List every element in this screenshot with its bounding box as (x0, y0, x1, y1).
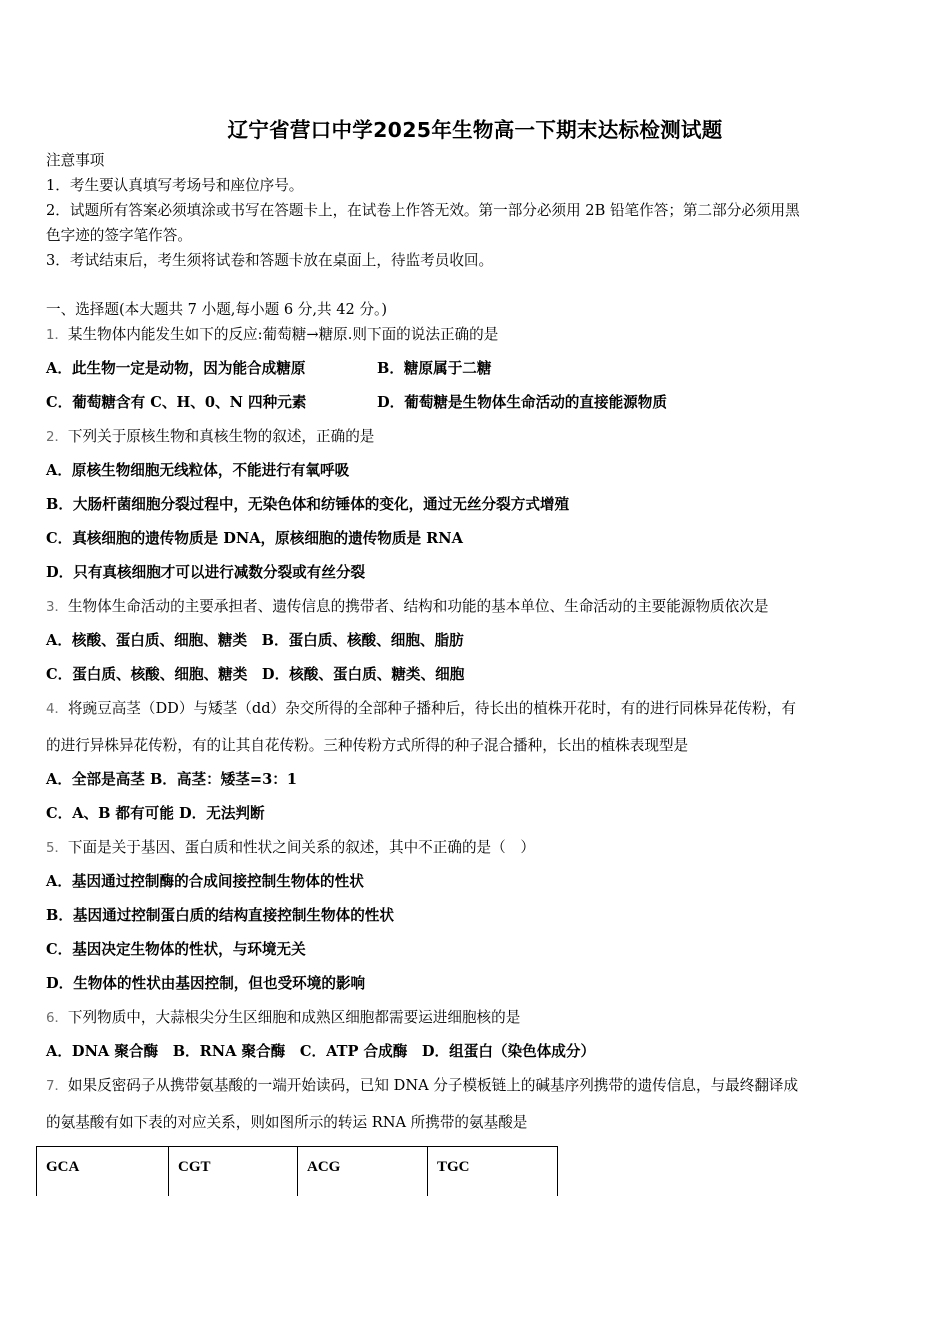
question-1-options-cd (46, 393, 667, 413)
notice-item-3: 3．考试结束后，考生须将试卷和答题卡放在桌面上，待监考员收回。 (46, 252, 494, 269)
exam-title: 辽宁省营口中学2025年生物高一下期末达标检测试题 (227, 118, 723, 142)
question-5-option-b: B．基因通过控制蛋白质的结构直接控制生物体的性状 (46, 907, 394, 924)
question-3-options-cd: C．蛋白质、核酸、细胞、糖类 D．核酸、蛋白质、糖类、细胞 (46, 666, 465, 683)
question-2-option-d: D．只有真核细胞才可以进行减数分裂或有丝分裂 (46, 564, 366, 581)
question-text: 生物体生命活动的主要承担者、遗传信息的携带者、结构和功能的基本单位、生命活动的主要能源物质依次是 (67, 598, 769, 615)
question-5-option-d: D．生物体的性状由基因控制，但也受环境的影响 (46, 975, 366, 992)
notice-item-1: 1．考生要认真填写考场号和座位序号。 (46, 177, 304, 194)
question-7-stem-cont: 的氨基酸有如下表的对应关系，则如图所示的转运 RNA 所携带的氨基酸是 (46, 1114, 528, 1131)
option-b: B．糖原属于二糖 (377, 360, 492, 377)
question-1-options-ab (46, 359, 492, 379)
notice-item-2: 2．试题所有答案必须填涂或书写在答题卡上，在试卷上作答无效。第一部分必须用 2B 铅笔作答；第二部分必须用黑 (46, 202, 800, 219)
question-1-stem (46, 325, 498, 346)
question-text: 将豌豆高茎（DD）与矮茎（dd）杂交所得的全部种子播种后，待长出的植株开花时，有的进行同株异花传粉，有 (67, 700, 796, 717)
question-4-options-ab: A．全部是高茎 B．高茎：矮茎=3：1 (46, 771, 297, 788)
table-cell: ACG (298, 1147, 428, 1196)
question-6-stem (46, 1008, 520, 1029)
question-2-option-b: B．大肠杆菌细胞分裂过程中，无染色体和纺锤体的变化，通过无丝分裂方式增殖 (46, 496, 570, 513)
table-cell: CGT (169, 1147, 298, 1196)
table-cell: GCA (37, 1147, 169, 1196)
question-text: 下列关于原核生物和真核生物的叙述，正确的是 (67, 428, 375, 445)
question-text: 下列物质中，大蒜根尖分生区细胞和成熟区细胞都需要运进细胞核的是 (67, 1009, 521, 1026)
option-d: D．葡萄糖是生物体生命活动的直接能源物质 (377, 394, 667, 411)
question-6-options: A．DNA 聚合酶 B．RNA 聚合酶 C．ATP 合成酶 D．组蛋白（染色体成分） (46, 1043, 596, 1060)
question-2-option-c: C．真核细胞的遗传物质是 DNA，原核细胞的遗传物质是 RNA (46, 530, 463, 547)
question-number: 6． (46, 1011, 68, 1026)
codon-table (36, 1146, 558, 1196)
section-heading: 一、选择题(本大题共 7 小题,每小题 6 分,共 42 分。) (46, 301, 388, 318)
question-2-option-a: A．原核生物细胞无线粒体，不能进行有氧呼吸 (46, 462, 350, 479)
notice-heading: 注意事项 (46, 152, 105, 169)
question-number: 7． (46, 1079, 68, 1094)
question-text: 某生物体内能发生如下的反应:葡萄糖→糖原.则下面的说法正确的是 (67, 326, 499, 343)
question-3-options-ab: A．核酸、蛋白质、细胞、糖类 B．蛋白质、核酸、细胞、脂肪 (46, 632, 464, 649)
question-text: 下面是关于基因、蛋白质和性状之间关系的叙述，其中不正确的是（ ） (67, 839, 535, 856)
table-row (37, 1147, 558, 1196)
question-number: 3． (46, 600, 68, 615)
question-4-options-cd: C．A、B 都有可能 D．无法判断 (46, 805, 265, 822)
question-number: 1． (46, 328, 68, 343)
question-5-stem (46, 838, 535, 859)
question-text: 如果反密码子从携带氨基酸的一端开始读码，已知 DNA 分子模板链上的碱基序列携带的遗传信息，与最终翻译成 (67, 1077, 799, 1094)
question-4-stem-cont: 的进行异株异花传粉，有的让其自花传粉。三种传粉方式所得的种子混合播种，长出的植株表现型是 (46, 737, 689, 754)
notice-item-2-cont: 色字迹的签字笔作答。 (46, 227, 192, 244)
question-5-option-c: C．基因决定生物体的性状，与环境无关 (46, 941, 306, 958)
option-a: A．此生物一定是动物，因为能合成糖原 (46, 360, 306, 377)
option-c: C．葡萄糖含有 C、H、0、N 四种元素 (46, 394, 307, 411)
question-3-stem (46, 597, 768, 618)
question-number: 4． (46, 702, 68, 717)
table-cell: TGC (428, 1147, 558, 1196)
question-5-option-a: A．基因通过控制酶的合成间接控制生物体的性状 (46, 873, 364, 890)
question-2-stem (46, 427, 374, 448)
question-number: 2． (46, 430, 68, 445)
question-4-stem (46, 699, 796, 720)
question-7-stem (46, 1076, 798, 1097)
question-number: 5． (46, 841, 68, 856)
